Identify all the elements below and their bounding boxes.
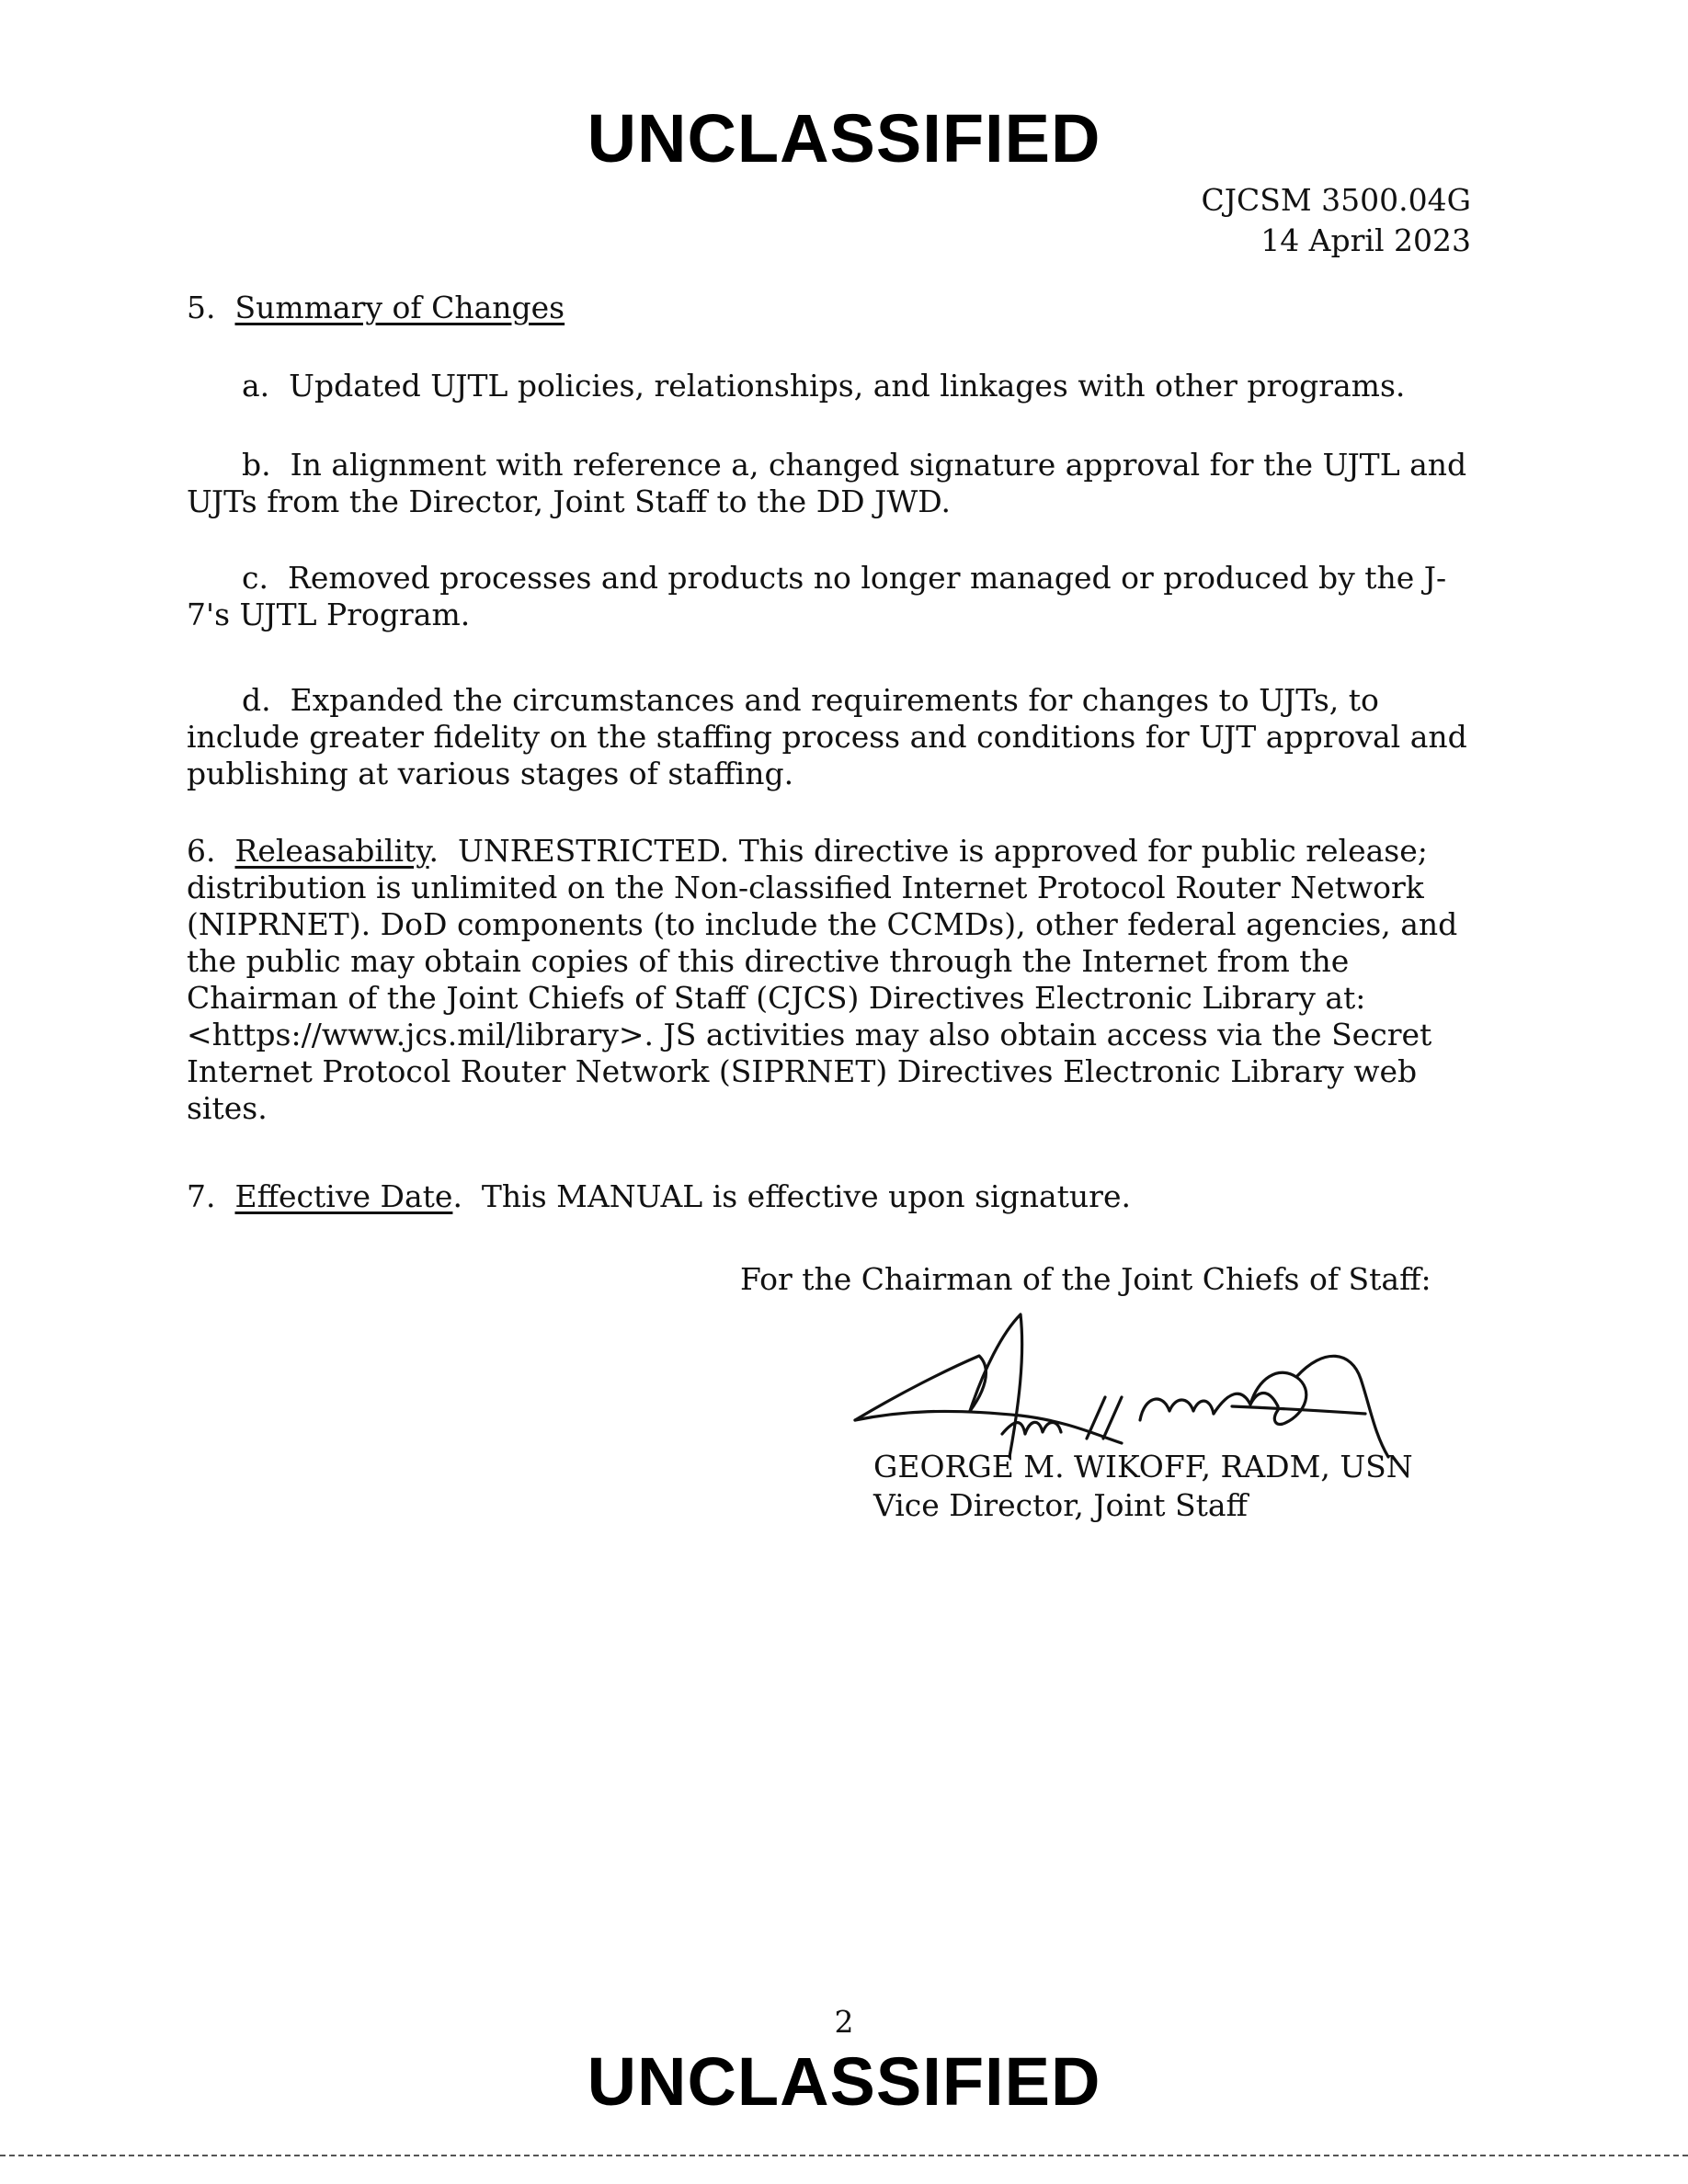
section-6-releasability: 6. Releasability. UNRESTRICTED. This directive is approved for public release; distribution is unlimited on the Non-classified Internet Protocol Router Network (NIPRNET). DoD components (to include the CCMDs), other federal agencies, and the public may obtain copies of this directive through the Internet from the Chairman of the Joint Chiefs of Staff (CJCS) Directives Electronic Library at: <https://www.jcs.mil/library>. JS activities may also obtain access via the Secret Internet Protocol Router Network (SIPRNET) Directives Electronic Library web sites. — [187, 833, 1458, 1126]
section-text: This MANUAL is effective upon signature. — [481, 1178, 1131, 1214]
classification-banner-top: UNCLASSIFIED — [587, 100, 1101, 176]
item-label: c. — [242, 560, 268, 596]
section-number: 7. — [187, 1178, 216, 1214]
classification-banner-bottom: UNCLASSIFIED — [587, 2043, 1101, 2120]
page-bottom-rule — [0, 2155, 1688, 2156]
section-heading: Effective Date — [234, 1178, 453, 1214]
signer-title: Vice Director, Joint Staff — [873, 1487, 1249, 1523]
signer-name: GEORGE M. WIKOFF, RADM, USN — [873, 1449, 1413, 1484]
closing-line: For the Chairman of the Joint Chiefs of Staff: — [740, 1261, 1431, 1297]
section-5-item-a — [187, 368, 1474, 404]
signature-block — [873, 1448, 1413, 1525]
section-text: UNRESTRICTED. This directive is approved for public release; distribution is unlimited on the Non-classified Internet Protocol Router Network (NIPRNET). DoD components (to include the CCMDs), other federal agencies, and the public may obtain copies of this directive through the Internet from the Chairman of the Joint Chiefs of Staff (CJCS) Directives Electronic Library at: <https://www.jcs.mil/library>. JS activities may also obtain access via the Secret Internet Protocol Router Network (SIPRNET) Directives Electronic Library web sites. — [187, 833, 1458, 1126]
document-info — [1202, 180, 1471, 261]
section-heading: Releasability — [234, 833, 429, 869]
item-text: Expanded the circumstances and requirements for changes to UJTs, to include greater fidelity on the staffing process and conditions for UJT approval and publishing at various stages of staffing. — [187, 682, 1467, 791]
section-number: 6. — [187, 833, 216, 869]
item-text: In alignment with reference a, changed signature approval for the UJTL and UJTs from the Director, Joint Staff to the DD JWD. — [187, 447, 1467, 519]
page-number: 2 — [834, 2004, 854, 2040]
section-heading: Summary of Changes — [234, 290, 565, 325]
section-5-item-d — [187, 682, 1474, 792]
section-5-item-c — [187, 560, 1474, 633]
item-label: a. — [242, 368, 270, 404]
document-date: 14 April 2023 — [1260, 222, 1471, 258]
section-7-effective-date: 7. Effective Date. This MANUAL is effective upon signature. — [187, 1178, 1131, 1214]
section-5-heading — [187, 290, 1474, 326]
document-number: CJCSM 3500.04G — [1201, 182, 1471, 218]
section-5-item-b — [187, 447, 1474, 520]
item-label: b. — [242, 447, 271, 483]
item-text: Updated UJTL policies, relationships, and linkages with other programs. — [289, 368, 1406, 404]
item-text: Removed processes and products no longer managed or produced by the J-7's UJTL Program. — [187, 560, 1447, 632]
section-number: 5. — [187, 290, 216, 325]
item-label: d. — [242, 682, 271, 718]
